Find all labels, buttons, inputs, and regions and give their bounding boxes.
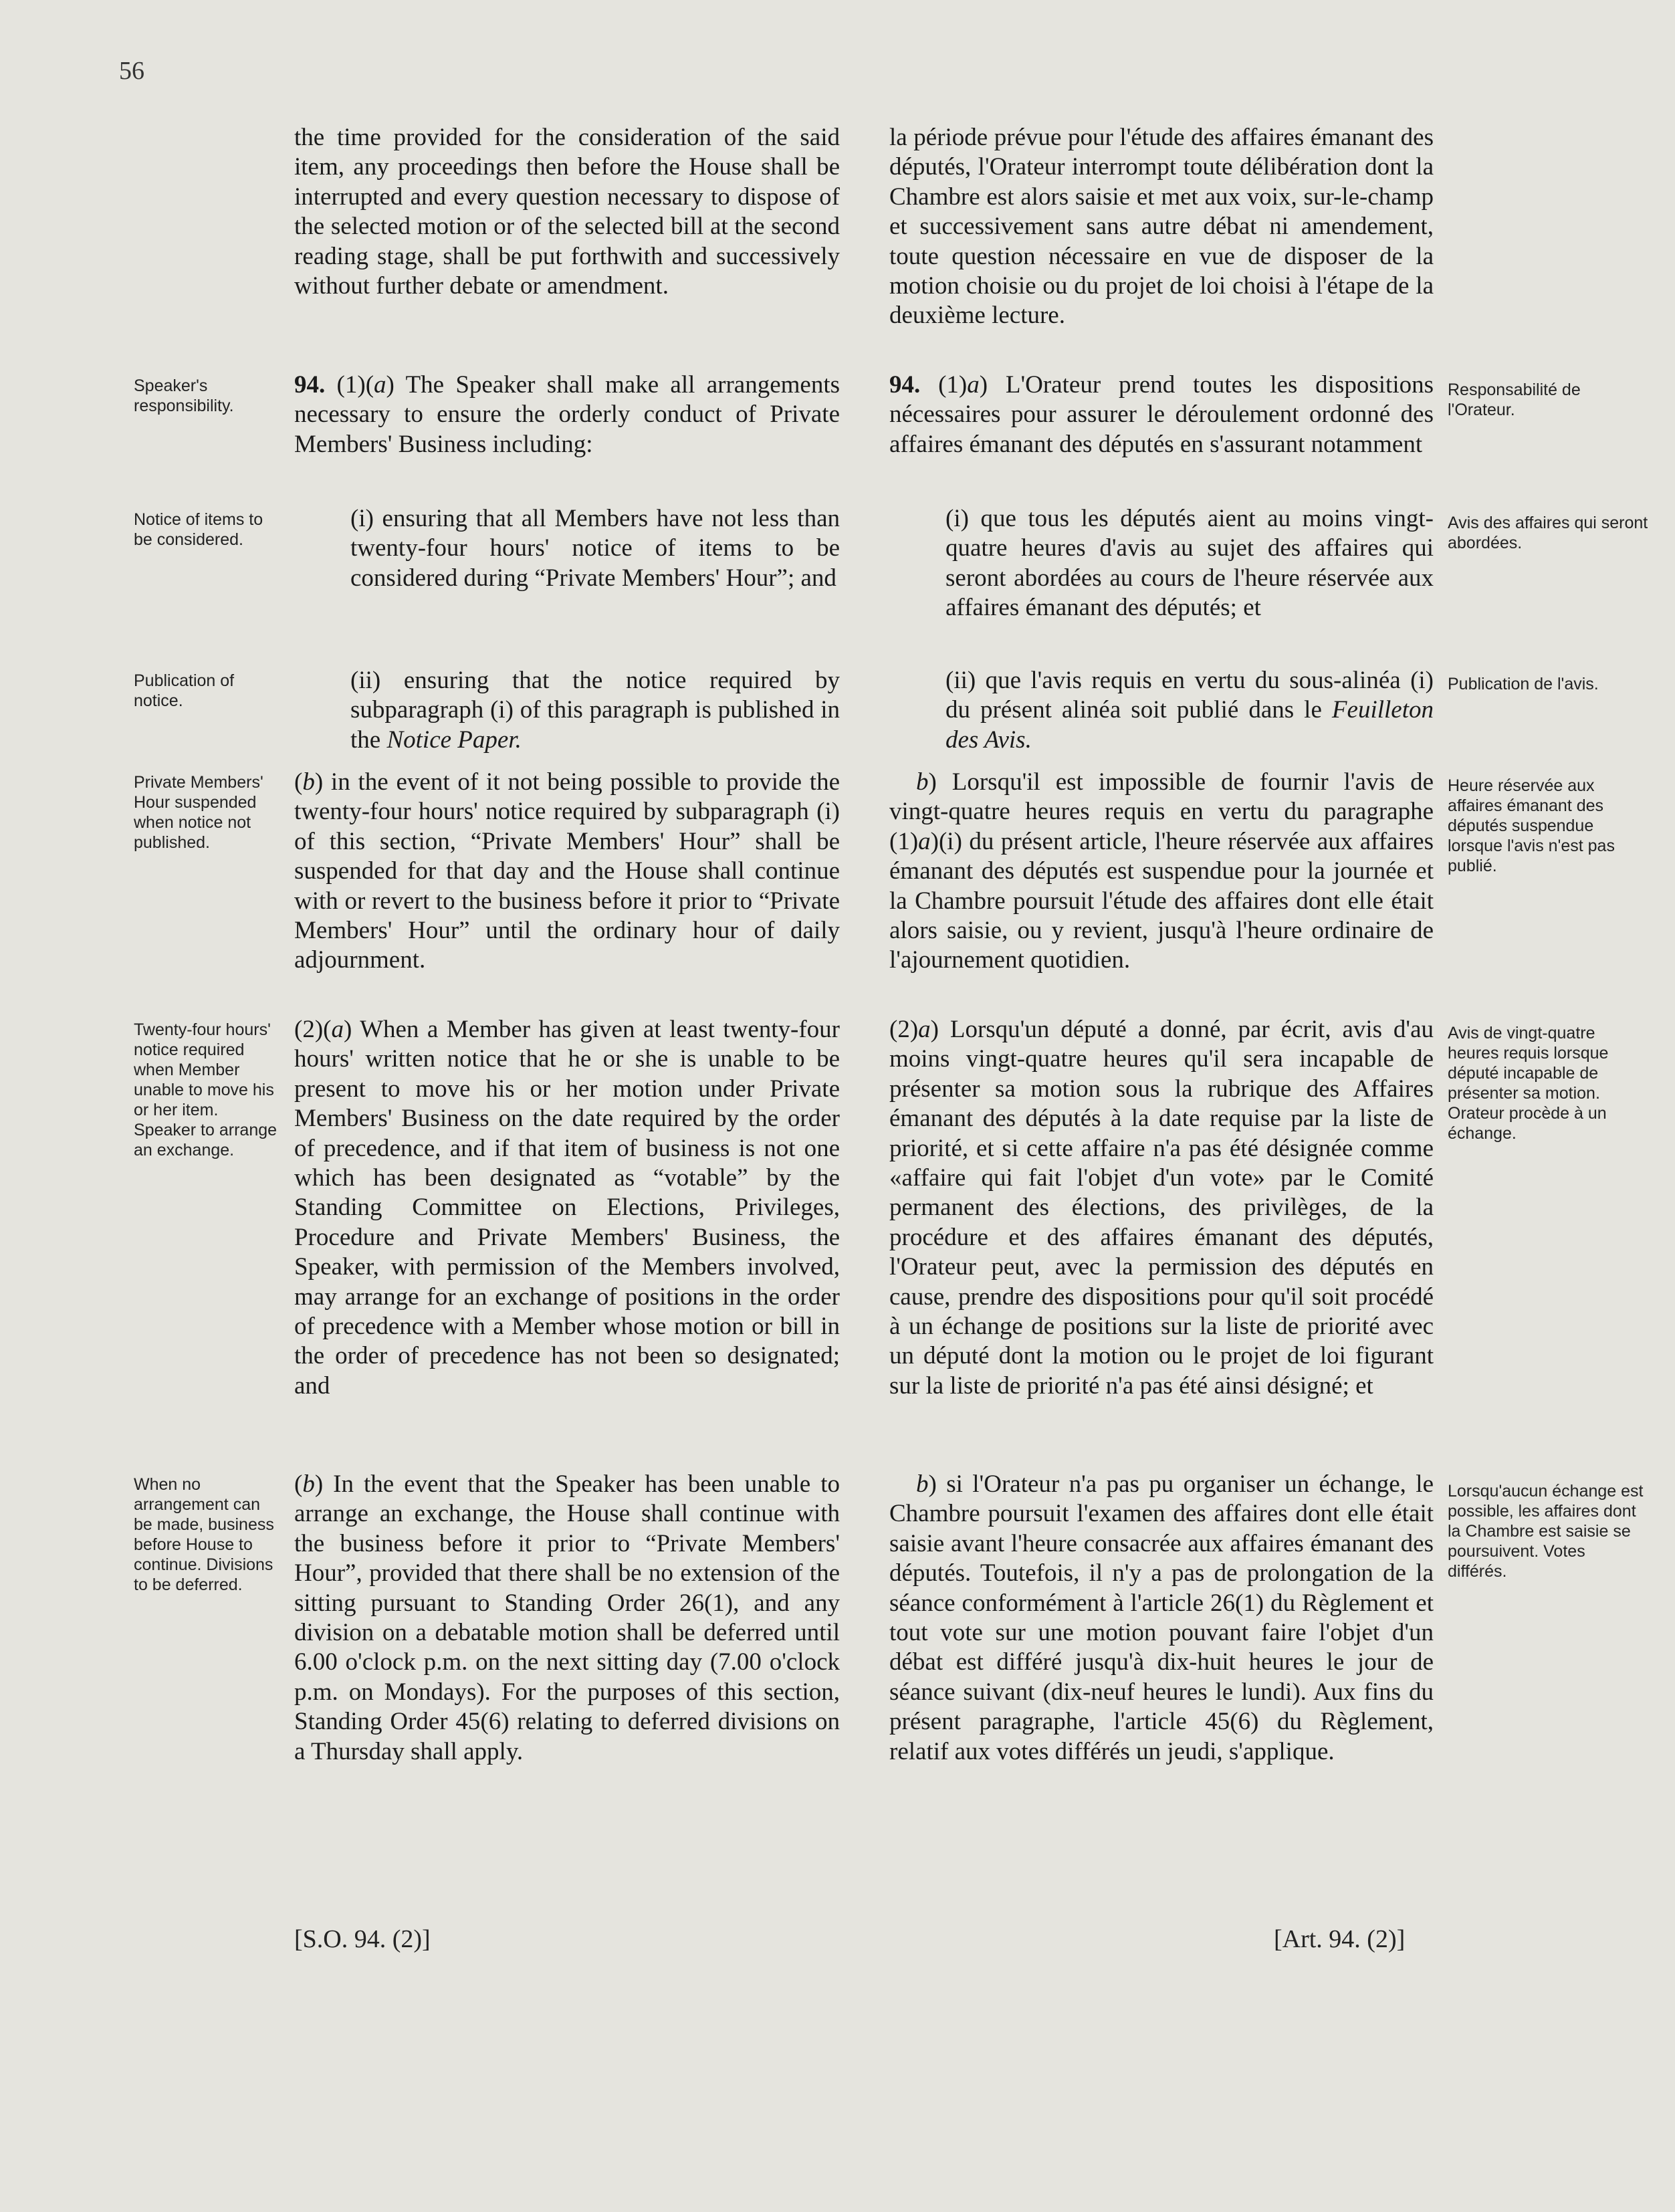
- margin-note-hour-suspended: Private Members' Hour suspended when notice not published.: [134, 773, 263, 852]
- page-number: 56: [119, 57, 144, 85]
- paragraph-letter: a: [331, 1016, 344, 1043]
- english-item-ii: [294, 666, 840, 755]
- paragraph-letter: b: [916, 768, 929, 796]
- feuilleton-title: Feuilleton des Avis.: [945, 696, 1434, 754]
- paragraph-letter-2: a: [918, 827, 931, 855]
- english-section-94-1a: [294, 370, 840, 459]
- paragraph-text: ) In the event that the Speaker has been unable to arrange an exchange, the House shall continue with the business before it prior to “Private Members' Hour”, provided that there shall be no extension of the sitting pursuant to Standing Order 26(1), and any division on a debatable motion shall be deferred until 6.00 o'clock p.m. on the next sitting day (7.00 o'clock p.m. on Mondays). For the purposes of this section, Standing Order 45(6) relating to deferred divisions on a Thursday shall apply.: [294, 1470, 840, 1765]
- french-paragraph-continuation: la période prévue pour l'étude des affaires émanant des députés, l'Orateur interrompt toute délibération dont la Chambre est alors saisie et met aux voix, sur-le-champ et successivement sans autre débat ni amendement, toute question nécessaire en vue de disposer de la motion choisie ou du projet de loi choisi à l'étape de la deuxième lecture.: [889, 124, 1434, 330]
- french-item-i: (i) que tous les députés aient au moins vingt-quatre heures d'avis au sujet des affaires qui seront abordées au cours de l'heure réservée aux affaires émanant des députés; et: [945, 505, 1434, 622]
- subsection-letter: a: [967, 371, 980, 399]
- item-ii-text: (ii) que l'avis requis en vertu du sous-alinéa (i) du présent alinéa soit publié dans le: [945, 667, 1434, 724]
- paragraph-text-a: ) Lorsqu'il est impossible de fournir l'avis de vingt-quatre heures requis en vertu du paragraphe (1): [889, 768, 1434, 855]
- english-paragraph-1b: [294, 768, 840, 976]
- paragraph-letter: b: [302, 1470, 315, 1498]
- french-section-94-1a: [889, 370, 1434, 459]
- english-section-2a: [294, 1015, 840, 1401]
- reference-english: [S.O. 94. (2)]: [294, 1925, 431, 1953]
- margin-note-responsabilite: Responsabilité de l'Orateur.: [1448, 380, 1581, 419]
- margin-note-heure-suspendue: Heure réservée aux affaires émanant des députés suspendue lorsque l'avis n'est pas publié.: [1448, 776, 1615, 875]
- margin-note-notice-of-items: Notice of items to be considered.: [134, 510, 263, 549]
- subsection-text: ) L'Orateur prend toutes les dispositions nécessaires pour assurer le déroulement ordonné des affaires émanant des députés en s'assurant notamment: [889, 371, 1434, 458]
- paragraph-text: ) When a Member has given at least twenty-four hours' written notice that he or she is unable to be present to move his or her motion under Private Members' Business on the date required by the order of precedence, and if that item of business is not one which has been designated as “votable” by the Standing Committee on Elections, Privileges, Procedure and Private Members' Business, the Speaker, with permission of the Members involved, may arrange for an exchange of positions in the order of precedence with a Member whose motion or bill in the order of precedence has not been so designated; and: [294, 1016, 840, 1400]
- notice-paper-title: Notice Paper.: [386, 726, 522, 754]
- french-section-2a: [889, 1015, 1434, 1401]
- section-number: 94.: [294, 371, 326, 399]
- margin-note-echange: Avis de vingt-quatre heures requis lorsque député incapable de présenter sa motion. Orateur procède à un échange.: [1448, 1024, 1609, 1143]
- margin-note-speaker-responsibility: Speaker's responsibility.: [134, 376, 234, 415]
- paragraph-text: ) Lorsqu'un député a donné, par écrit, avis d'au moins vingt-quatre heures qu'il sera incapable de présenter sa motion sous la rubrique des Affaires émanant des députés à la date requise par la liste de priorité, et si cette affaire n'a pas été désignée comme «affaire qui fait l'objet d'un vote» par le Comité permanent des élections, des privilèges, de la procédure et des affaires émanant des députés, l'Orateur peut, avec la permission des députés en cause, prendre des dispositions pour qu'il soit procédé à un échange de positions sur la liste de priorité avec un député dont la motion ou le projet de loi figurant sur la liste de priorité n'a pas été ainsi désigné; et: [889, 1016, 1434, 1400]
- margin-note-no-arrangement: When no arrangement can be made, business before House to continue. Divisions to be deferred.: [134, 1475, 274, 1594]
- paragraph-text: ) si l'Orateur n'a pas pu organiser un échange, le Chambre poursuit l'examen des affaires dont elle était saisie avant l'heure consacrée aux affaires émanant des députés. Toutefois, il n'y a pas de prolongation de la séance conformément à l'article 26(1) du Règlement et tout vote sur une motion pouvant faire l'objet d'un débat est différé jusqu'à dix-huit heures le jour de séance suivant (dix-neuf heures le lundi). Aux fins du présent paragraphe, l'article 45(6) du Règlement, relatif aux votes différés un jeudi, s'applique.: [889, 1470, 1434, 1765]
- reference-french: [Art. 94. (2)]: [1274, 1925, 1406, 1953]
- english-paragraph-continuation: the time provided for the consideration of the said item, any proceedings then before the House shall be interrupted and every question necessary to dispose of the selected motion or of the selected bill at the second reading stage, shall be put forthwith and successively without further debate or amendment.: [294, 124, 840, 300]
- french-paragraph-2b: [889, 1470, 1434, 1767]
- subsection-letter: a: [374, 371, 386, 399]
- paren-open: (2)(: [294, 1016, 332, 1043]
- subsection-open: (1): [920, 371, 968, 399]
- paragraph-letter: b: [302, 768, 315, 796]
- margin-note-avis-affaires: Avis des affaires qui seront abordées.: [1448, 514, 1648, 552]
- paren-open: (2): [889, 1016, 919, 1043]
- margin-note-aucun-echange: Lorsqu'aucun échange est possible, les affaires dont la Chambre est saisie se poursuivent. Votes différés.: [1448, 1482, 1644, 1581]
- english-paragraph-2b: [294, 1470, 840, 1767]
- paragraph-letter: b: [916, 1470, 929, 1498]
- margin-note-publication: Publication of notice.: [134, 671, 235, 710]
- subsection-text: ) The Speaker shall make all arrangements necessary to ensure the orderly conduct of Private Members' Business including:: [294, 371, 840, 458]
- margin-note-publication-avis: Publication de l'avis.: [1448, 675, 1599, 693]
- french-item-ii: [889, 666, 1434, 755]
- paragraph-text-b: )(i) du présent article, l'heure réservée aux affaires émanant des députés est suspendue pour la journée et la Chambre poursuit l'étude des affaires dont elle était alors saisie, ou y revient, jusqu'à l'heure ordinaire de l'ajournement quotidien.: [889, 827, 1434, 974]
- paragraph-letter: a: [918, 1016, 931, 1043]
- english-item-i: (i) ensuring that all Members have not less than twenty-four hours' notice of items to be considered during “Private Members' Hour”; and: [350, 505, 840, 592]
- section-number: 94.: [889, 371, 921, 399]
- paren-open: (: [294, 768, 303, 796]
- margin-note-exchange: Twenty-four hours' notice required when Member unable to move his or her item. Speaker to arrange an exchange.: [134, 1020, 277, 1159]
- item-ii-text: (ii) ensuring that the notice required by subparagraph (i) of this paragraph is published in the: [350, 667, 840, 754]
- paren-open: (: [294, 1470, 303, 1498]
- paragraph-text: ) in the event of it not being possible to provide the twenty-four hours' notice required by subparagraph (i) of this section, “Private Members' Hour” shall be suspended for that day and the House shall continue with or revert to the business before it prior to “Private Members' Hour” until the ordinary hour of daily adjournment.: [294, 768, 840, 974]
- subsection-open: (1)(: [325, 371, 374, 399]
- french-paragraph-1b: [889, 768, 1434, 976]
